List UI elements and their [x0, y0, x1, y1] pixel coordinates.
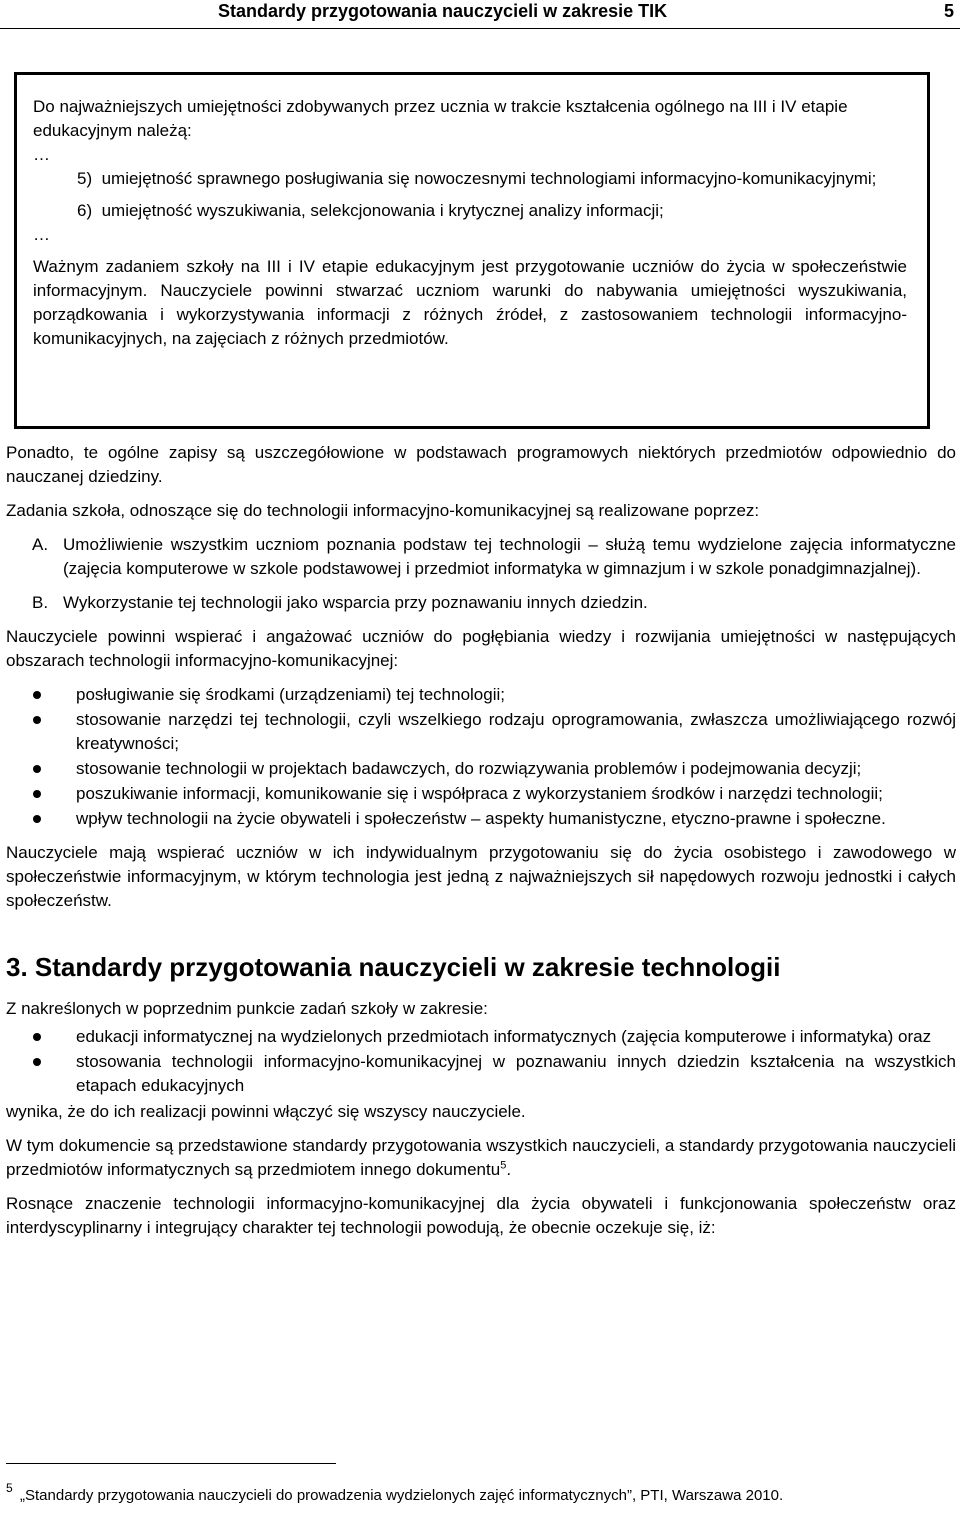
bullet-icon — [33, 815, 41, 823]
quote-ellipsis-bottom: … — [33, 225, 50, 244]
quote-list-item — [77, 167, 907, 191]
bullet-item — [6, 782, 956, 806]
footnote-ref[interactable]: 5 — [500, 1159, 507, 1172]
bullet-text: stosowanie narzędzi tej technologii, czyli wszelkiego rodzaju oprogramowania, zwłaszcza umożliwiającego rozwój kreatywności; — [76, 710, 956, 753]
item-label: A. — [32, 535, 49, 554]
lettered-item — [6, 591, 956, 615]
page-number: 5 — [943, 1, 954, 21]
item-text: Wykorzystanie tej technologii jako wsparcia przy poznawaniu innych dziedzin. — [63, 593, 648, 612]
bullet-item — [6, 708, 956, 756]
bullet-list — [6, 1025, 956, 1098]
bullet-icon — [33, 716, 41, 724]
main-content — [6, 441, 956, 1250]
bullet-text: stosowanie technologii w projektach badawczych, do rozwiązywania problemów i podejmowania decyzji; — [76, 759, 862, 778]
quote-item-number: 5) — [77, 169, 93, 188]
section-heading: 3. Standardy przygotowania nauczycieli w zakresie technologii — [6, 952, 781, 982]
footnote-separator — [6, 1463, 336, 1464]
bullet-text: posługiwanie się środkami (urządzeniami) tej technologii; — [76, 685, 505, 704]
paragraph: Z nakreślonych w poprzednim punkcie zadań szkoły w zakresie: — [6, 999, 488, 1018]
bullet-text: wpływ technologii na życie obywateli i społeczeństw – aspekty humanistyczne, etyczno-prawne i społeczne. — [76, 809, 886, 828]
lettered-item — [6, 533, 956, 581]
paragraph: wynika, że do ich realizacji powinni włączyć się wszyscy nauczyciele. — [6, 1102, 526, 1121]
quote-item-text: umiejętność sprawnego posługiwania się nowoczesnymi technologiami informacyjno-komunikacyjnymi; — [101, 169, 877, 188]
item-text: Umożliwienie wszystkim uczniom poznania podstaw tej technologii – służą temu wydzielone zajęcia informatyczne (zajęcia komputerowe w szkole podstawowej i przedmiot informatyka w gimnazjum i w szkole ponadgimnazjalnej). — [63, 535, 956, 578]
paragraph — [6, 1134, 956, 1182]
bullet-icon — [33, 765, 41, 773]
quote-list — [33, 167, 907, 223]
quote-intro: Do najważniejszych umiejętności zdobywanych przez ucznia w trakcie kształcenia ogólnego na III i IV etapie edukacyjnym należą: — [33, 97, 848, 140]
paragraph: Rosnące znaczenie technologii informacyjno-komunikacyjnej dla życia obywateli i funkcjonowania społeczeństw oraz interdyscyplinarny i integrujący charakter tej technologii powodują, że obecnie oczekuje się, iż: — [6, 1194, 956, 1237]
lettered-list — [6, 533, 956, 615]
paragraph: Nauczyciele powinni wspierać i angażować uczniów do pogłębiania wiedzy i rozwijania umiejętności w następujących obszarach technologii informacyjno-komunikacyjnej: — [6, 627, 956, 670]
bullet-text: edukacji informatycznej na wydzielonych przedmiotach informatycznych (zajęcia komputerowe i informatyka) oraz — [76, 1027, 932, 1046]
footnote-number: 5 — [6, 1481, 13, 1495]
page-header — [0, 0, 960, 29]
bullet-item — [6, 1025, 956, 1049]
paragraph: Ponadto, te ogólne zapisy są uszczegółowione w podstawach programowych niektórych przedmiotów odpowiednio do nauczanej dziedziny. — [6, 443, 956, 486]
bullet-item — [6, 807, 956, 831]
bullet-text: stosowania technologii informacyjno-komunikacyjnej w poznawaniu innych dziedzin kształcenia na wszystkich etapach edukacyjnych — [76, 1052, 956, 1095]
bullet-item — [6, 757, 956, 781]
item-label: B. — [32, 593, 49, 612]
paragraph-text: W tym dokumencie są przedstawione standardy przygotowania wszystkich nauczycieli, a standardy przygotowania nauczycieli przedmiotów informatycznych są przedmiotem innego dokumentu — [6, 1136, 956, 1179]
running-title: Standardy przygotowania nauczycieli w zakresie TIK — [218, 1, 668, 21]
paragraph: Zadania szkoła, odnoszące się do technologii informacyjno-komunikacyjnej są realizowane poprzez: — [6, 501, 760, 520]
footnote — [6, 1481, 956, 1506]
bullet-icon — [33, 790, 41, 798]
bullet-item — [6, 1050, 956, 1098]
quote-body: Ważnym zadaniem szkoły na III i IV etapie edukacyjnym jest przygotowanie uczniów do życia w społeczeństwie informacyjnym. Nauczyciele powinni stwarzać uczniom warunki do nabywania umiejętności wyszukiwania, porządkowania i wykorzystywania informacji z różnych źródeł, z zastosowaniem technologii informacyjno-komunikacyjnych, na zajęciach z różnych przedmiotów. — [33, 257, 907, 348]
quote-item-text: umiejętność wyszukiwania, selekcjonowania i krytycznej analizy informacji; — [101, 201, 664, 220]
quote-item-number: 6) — [77, 201, 93, 220]
bullet-icon — [33, 1033, 41, 1041]
paragraph: Nauczyciele mają wspierać uczniów w ich indywidualnym przygotowaniu się do życia osobistego i zawodowego w społeczeństwie informacyjnym, w którym technologia jest jedną z najważniejszych sił napędowych rozwoju jednostki i całych społeczeństw. — [6, 843, 956, 910]
quote-box — [14, 72, 930, 429]
bullet-icon — [33, 691, 41, 699]
paragraph-end: . — [506, 1160, 512, 1179]
bullet-item — [6, 683, 956, 707]
bullet-text: poszukiwanie informacji, komunikowanie się i współpraca z wykorzystaniem środków i narzędzi technologii; — [76, 784, 883, 803]
bullet-list — [6, 683, 956, 831]
quote-ellipsis-top: … — [33, 145, 50, 164]
bullet-icon — [33, 1058, 41, 1066]
footnote-text: „Standardy przygotowania nauczycieli do prowadzenia wydzielonych zajęć informatycznych”, PTI, Warszawa 2010. — [20, 1487, 784, 1504]
quote-list-item — [77, 199, 907, 223]
